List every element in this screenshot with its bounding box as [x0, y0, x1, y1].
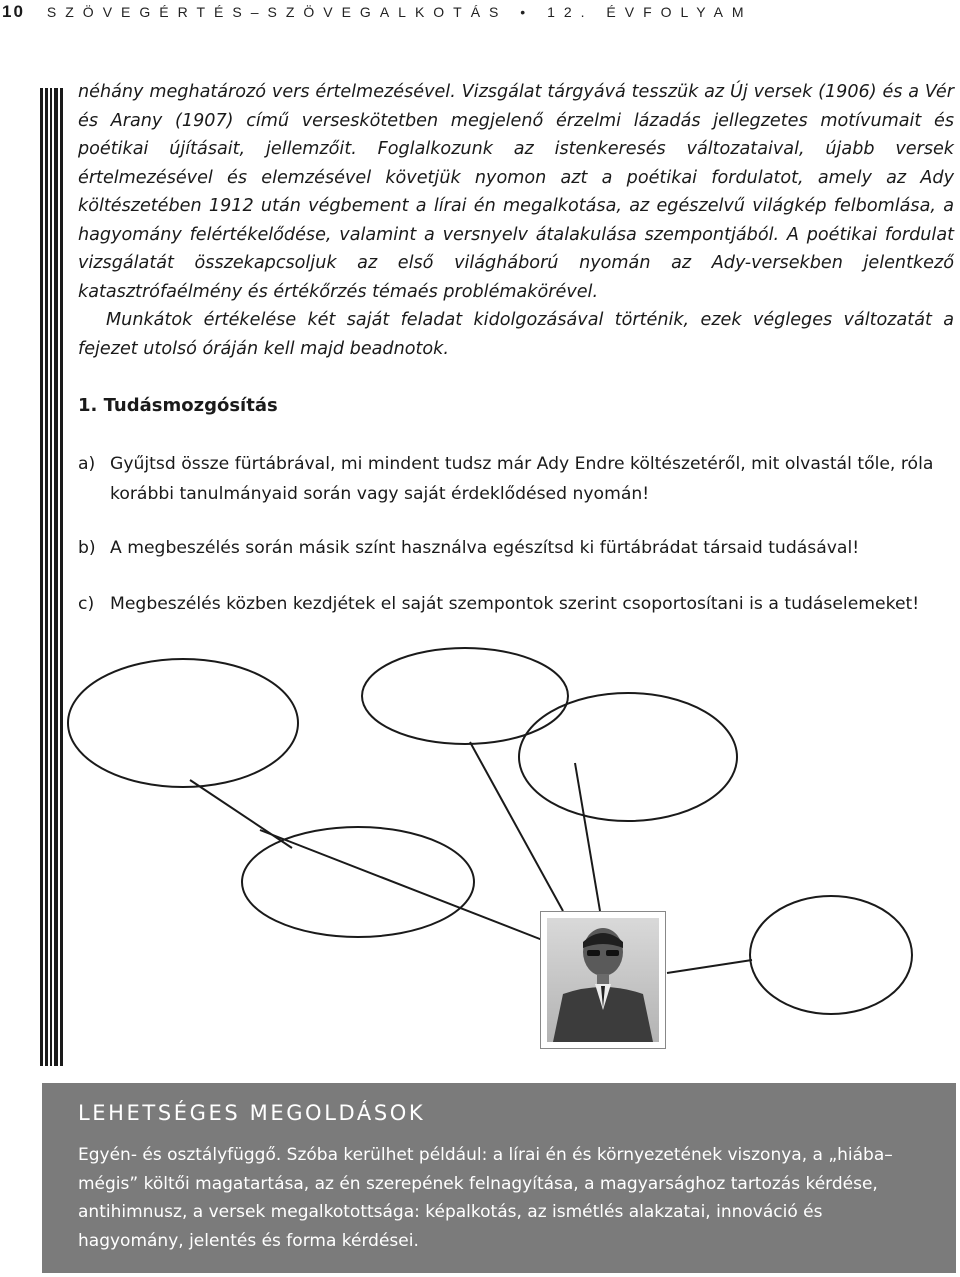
- cluster-bubble[interactable]: [519, 693, 737, 821]
- solution-text: Egyén- és osztályfüggő. Szóba kerülhet például: a lírai én és környezetének viszonya, a „hiába–mégis” költői magatartása, az én szerepének felnagyítása, a magyarsághoz tartozás kérdése, antihimnusz, a versek megalkotottsága: képalkotás, az ismétlés alakzatai, innováció és hagyomány, jelentés és forma kérdései.: [78, 1145, 893, 1251]
- task-a: [78, 449, 954, 509]
- running-head: SZÖVEGÉRTÉS–SZÖVEGALKOTÁS • 12. ÉVFOLYAM: [46, 4, 753, 20]
- solution-box: [42, 1083, 956, 1273]
- task-letter: c): [78, 594, 95, 614]
- connector-line: [667, 960, 752, 973]
- connector-line: [260, 830, 545, 941]
- task-letter: b): [78, 538, 96, 558]
- connector-line: [190, 780, 292, 848]
- connector-line: [575, 763, 600, 911]
- task-c: [78, 589, 954, 619]
- portrait-photo: [540, 911, 666, 1049]
- cluster-bubble[interactable]: [750, 896, 912, 1014]
- task-text: A megbeszélés során másik színt használva egészítsd ki fürtábrádat társaid tudásával!: [110, 538, 860, 558]
- task-text: Gyűjtsd össze fürtábrával, mi mindent tudsz már Ady Endre költészetéről, mit olvastál tőle, róla korábbi tanulmányaid során vagy saját érdeklődésed nyomán!: [110, 454, 934, 504]
- cluster-bubble[interactable]: [68, 659, 298, 787]
- intro-paragraph-2: Munkátok értékelése két saját feladat kidolgozásával történik, ezek végleges változatát a fejezet utolsó óráján kell majd beadnotok.: [78, 310, 954, 359]
- solution-title: LEHETSÉGES MEGOLDÁSOK: [78, 1101, 426, 1125]
- page-header: [0, 0, 960, 24]
- page-number: 10: [2, 2, 25, 21]
- task-b: [78, 533, 954, 563]
- section-heading: 1. Tudásmozgósítás: [78, 395, 278, 416]
- intro-paragraph-1: néhány meghatározó vers értelmezésével. Vizsgálat tárgyává tesszük az Új versek (1906) és a Vér és Arany (1907) című verseskötetben megjelenő érzelmi lázadás jellegzetes motívumait és poétikai újításait, jellemzőit. Foglalkozunk az istenkeresés változataival, újabb versek értelmezésével és elemzésével követjük nyomon azt a poétikai fordulatot, amely az Ady költészetében 1912 után végbement a lírai én megalkotása, az egészelvű világkép felbomlása, a hagyomány felértékelődése, valamint a versnyelv átalakulása szempontjából. A poétikai fordulat vizsgálatát összekapcsoljuk az első világháború nyomán az Ady-versekben jelentkező katasztrófaélmény és értékőrzés témaés problémakörével.: [78, 82, 954, 302]
- portrait-figure: [547, 918, 659, 1042]
- task-letter: a): [78, 454, 96, 474]
- cluster-diagram: [0, 630, 960, 1080]
- intro-text: [78, 78, 954, 363]
- task-text: Megbeszélés közben kezdjétek el saját szempontok szerint csoportosítani is a tudáselemeket!: [110, 594, 920, 614]
- cluster-bubble[interactable]: [242, 827, 474, 937]
- cluster-bubble[interactable]: [362, 648, 568, 744]
- connector-line: [470, 742, 563, 911]
